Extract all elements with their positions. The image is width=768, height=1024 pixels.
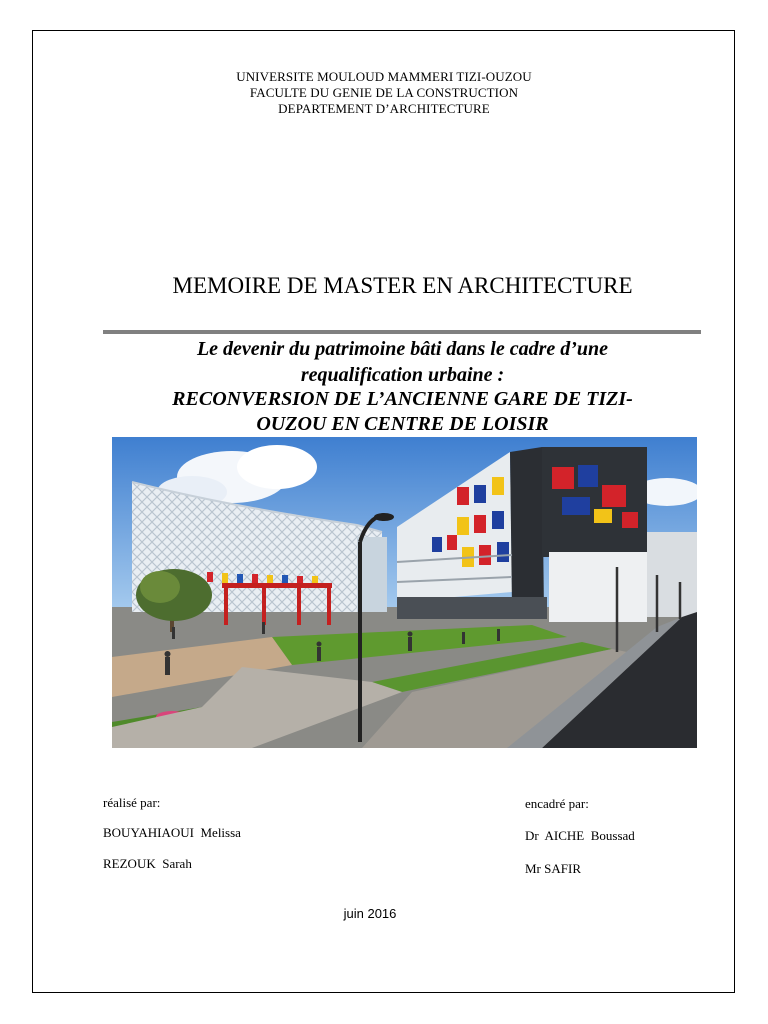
authors-label: réalisé par: <box>103 795 161 810</box>
author-name-1: BOUYAHIAOUI Melissa <box>103 825 241 840</box>
title-divider <box>103 330 701 334</box>
department-name: DEPARTEMENT D’ARCHITECTURE <box>278 101 490 116</box>
architectural-render-image <box>112 437 697 748</box>
supervisor-name-1: Dr AICHE Boussad <box>525 828 635 843</box>
subtitle-line-2: requalification urbaine : <box>300 364 505 386</box>
supervisors-label: encadré par: <box>525 796 589 811</box>
thesis-type-title: MEMOIRE DE MASTER EN ARCHITECTURE <box>172 273 633 298</box>
faculty-name: FACULTE DU GENIE DE LA CONSTRUCTION <box>249 85 519 100</box>
supervisor-name-2: Mr SAFIR <box>525 861 581 876</box>
author-name-2: REZOUK Sarah <box>103 856 192 871</box>
subtitle-line-3: RECONVERSION DE L’ANCIENNE GARE DE TIZI- <box>172 388 633 410</box>
subtitle-line-1: Le devenir du patrimoine bâti dans le cadre d’une <box>196 338 609 360</box>
submission-date: juin 2016 <box>343 906 397 921</box>
subtitle-line-4: OUZOU EN CENTRE DE LOISIR <box>256 413 549 435</box>
university-name: UNIVERSITE MOULOUD MAMMERI TIZI-OUZOU <box>236 69 532 84</box>
